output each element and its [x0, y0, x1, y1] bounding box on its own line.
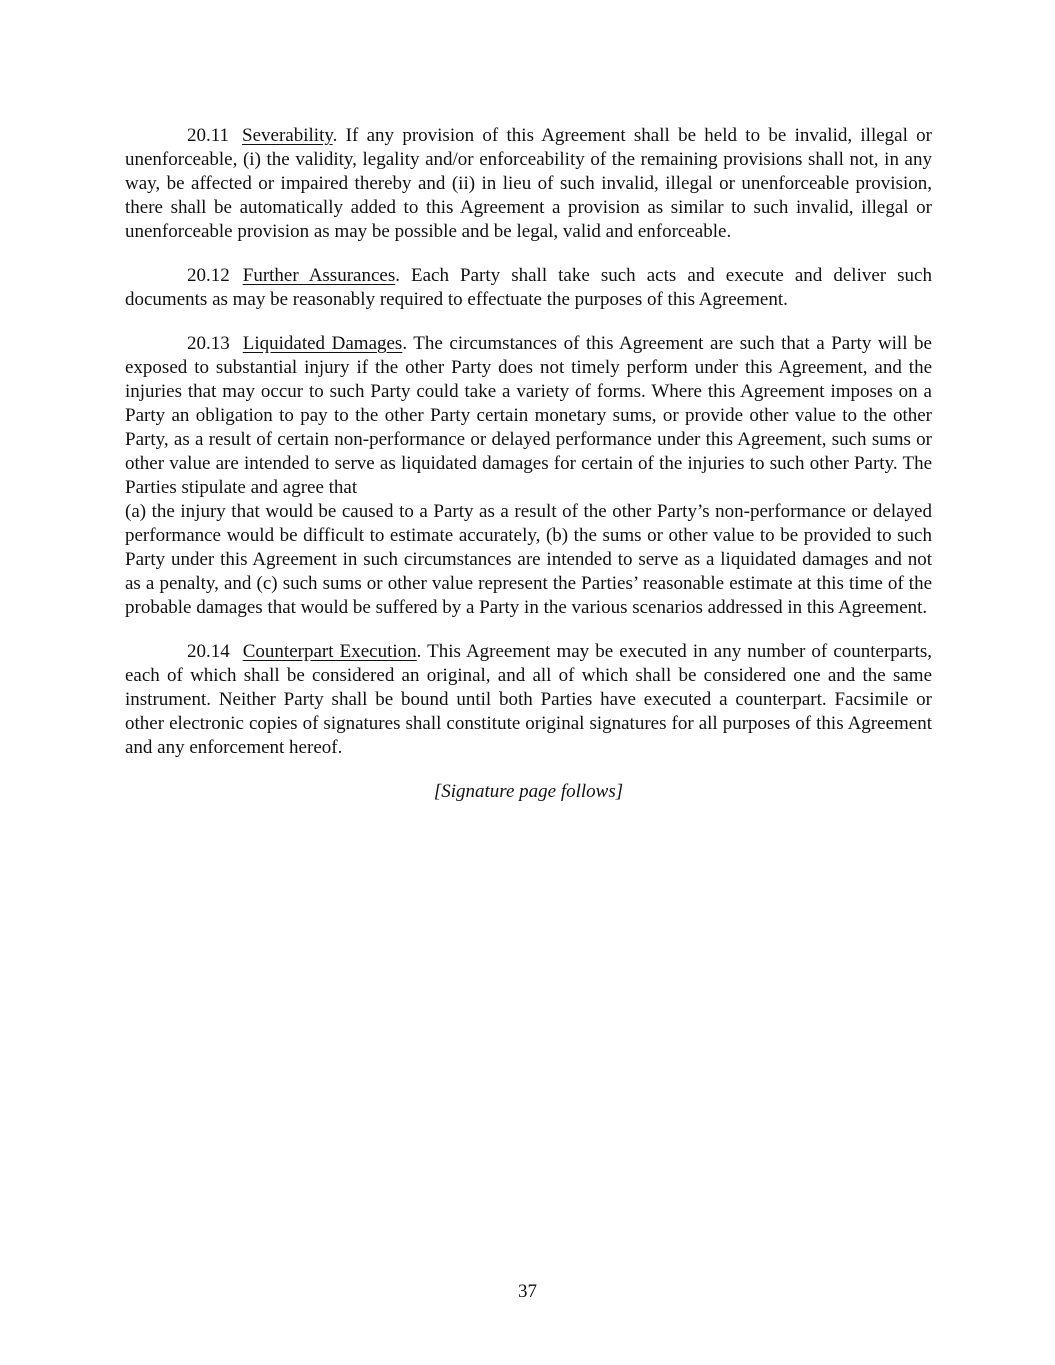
section-heading: Severability	[242, 125, 333, 146]
section-heading: Liquidated Damages	[242, 333, 403, 354]
document-body	[125, 124, 932, 804]
section-heading: Counterpart Execution	[242, 641, 417, 662]
section-text-continued: (a) the injury that would be caused to a Party as a result of the other Party’s non-performance or delayed performance would be difficult to estimate accurately, (b) the sums or other value to be provided to such Party under this Agreement in such circumstances are intended to serve as a liquidated damages and not as a penalty, and (c) such sums or other value represent the Parties’ reasonable estimate at this time of the probable damages that would be suffered by a Party in the various scenarios addressed in this Agreement.	[125, 501, 932, 618]
section-number: 20.11	[187, 125, 230, 146]
section-20-14	[125, 640, 932, 760]
section-text: . Each Party shall take such acts and execute and deliver such documents as may be reasonably required to effectuate the purposes of this Agreement.	[125, 265, 932, 310]
page-number: 37	[518, 1281, 537, 1302]
section-20-12	[125, 264, 932, 312]
section-text: . The circumstances of this Agreement are such that a Party will be exposed to substantial injury if the other Party does not timely perform under this Agreement, and the injuries that may occur to such Party could take a variety of forms. Where this Agreement imposes on a Party an obligation to pay to the other Party certain monetary sums, or provide other value to the other Party, as a result of certain non-performance or delayed performance under this Agreement, such sums or other value are intended to serve as liquidated damages for certain of the injuries to such other Party. The Parties stipulate and agree that	[125, 333, 932, 498]
section-number: 20.12	[187, 265, 230, 286]
section-number: 20.14	[187, 641, 230, 662]
section-20-13	[125, 332, 932, 620]
section-number: 20.13	[187, 333, 230, 354]
section-text: . If any provision of this Agreement shall be held to be invalid, illegal or unenforceable, (i) the validity, legality and/or enforceability of the remaining provisions shall not, in any way, be affected or impaired thereby and (ii) in lieu of such invalid, illegal or unenforceable provision, there shall be automatically added to this Agreement a provision as similar to such invalid, illegal or unenforceable provision as may be possible and be legal, valid and enforceable.	[125, 125, 932, 242]
section-20-11	[125, 124, 932, 244]
section-heading: Further Assurances	[242, 265, 396, 286]
signature-page-note: [Signature page follows]	[433, 781, 624, 802]
section-text: . This Agreement may be executed in any number of counterparts, each of which shall be considered an original, and all of which shall be considered one and the same instrument. Neither Party shall be bound until both Parties have executed a counterpart. Facsimile or other electronic copies of signatures shall constitute original signatures for all purposes of this Agreement and any enforcement hereof.	[125, 641, 932, 758]
